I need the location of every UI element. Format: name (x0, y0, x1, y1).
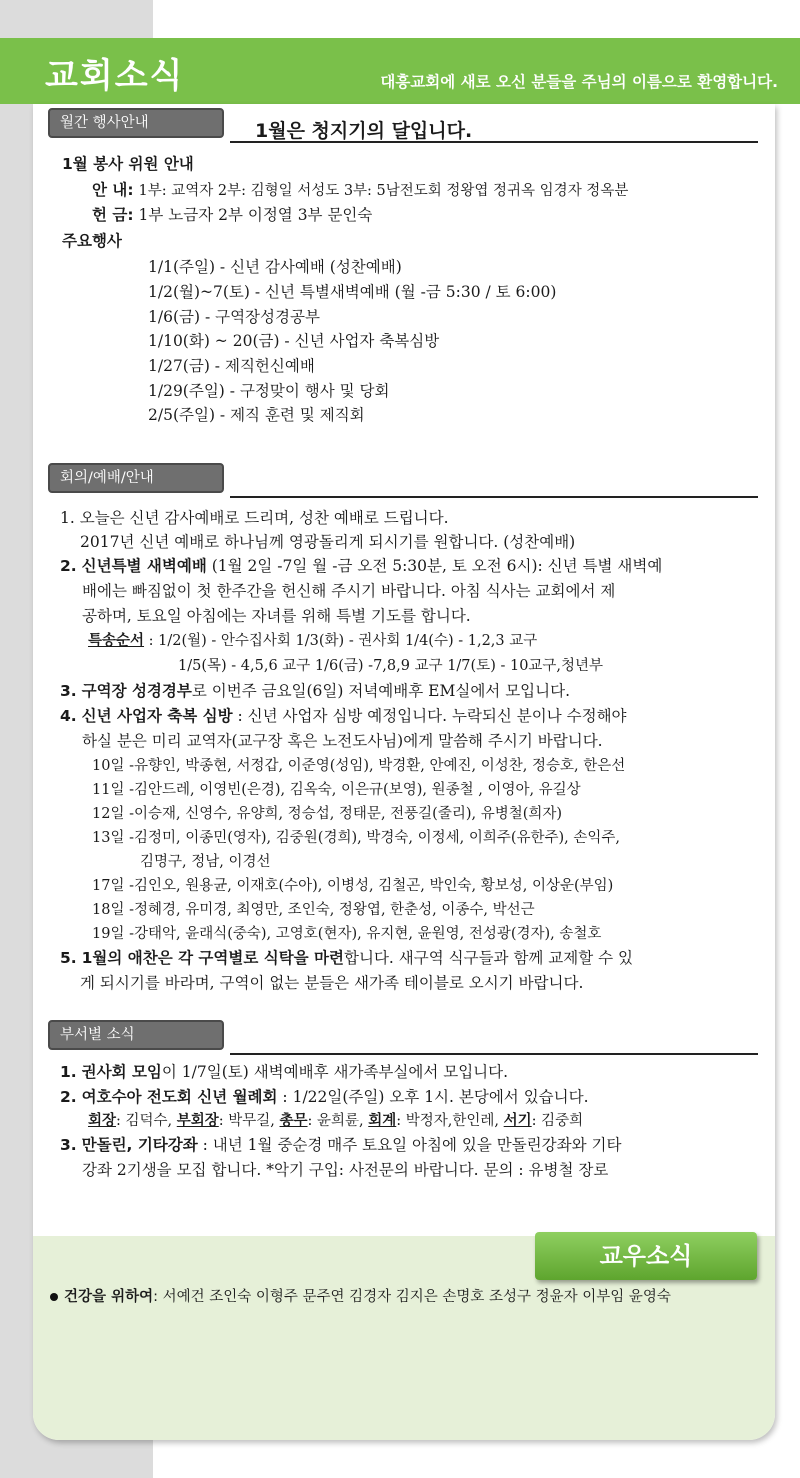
event-item: 2/5(주일) - 제직 훈련 및 제직회 (148, 406, 365, 424)
officer-title: 서기 (503, 1113, 532, 1129)
item-text: 로 이번주 금요일(6일) 저녁예배후 EM실에서 모입니다. (191, 682, 571, 700)
section-rule (230, 496, 758, 498)
event-item: 1/6(금) - 구역장성경공부 (148, 308, 320, 326)
event-item: 1/10(화) ~ 20(금) - 신년 사업자 축복심방 (148, 332, 440, 350)
officer-title: 회장 (88, 1113, 117, 1129)
offering-body: 1부 노금자 2부 이정열 3부 문인숙 (138, 206, 373, 224)
item-bold-text: 여호수아 전도회 신년 월례회 (81, 1088, 278, 1106)
notice-item-1: 1. 오늘은 신년 감사예배로 드리며, 성찬 예배로 드립니다. (60, 509, 449, 527)
item-bold-text: 신년특별 새벽예배 (81, 557, 207, 575)
visit-schedule-row: 13일 -김정미, 이종민(영자), 김중원(경희), 박경숙, 이정세, 이희주(유한주), 손익주, (92, 830, 621, 846)
dept-item-1 (60, 1062, 508, 1082)
item-bold-text: 권사회 모임 (81, 1063, 162, 1081)
item-bold-text: 만돌린, 기타강좌 (81, 1136, 198, 1154)
item-text: : 신년 사업자 심방 예정입니다. 누락되신 분이나 수정해야 (232, 707, 627, 725)
offering-line (92, 205, 372, 225)
item-number: 3. (60, 682, 77, 700)
item-bold-text: 신년 사업자 축복 심방 (81, 707, 233, 725)
welcome-tagline: 대흥교회에 새로 오신 분들을 주님의 이름으로 환영합니다. (380, 73, 778, 91)
monthly-theme-title: 1월은 청지기의 달입니다. (255, 120, 473, 142)
section-label-monthly-events: 월간 행사안내 (48, 108, 224, 138)
notice-item-5-cont: 게 되시기를 바라며, 구역이 없는 분들은 새가족 테이블로 오시기 바랍니다. (80, 974, 584, 992)
section-label-worship-info: 회의/예배/안내 (48, 463, 224, 493)
volunteer-heading: 1월 봉사 위원 안내 (62, 155, 194, 173)
visit-schedule-row: 11일 -김안드레, 이영빈(은경), 김옥숙, 이은규(보영), 원종철 , 이영아, 유길상 (92, 782, 581, 798)
item-number: 4. (60, 707, 77, 725)
item-number: 3. (60, 1136, 77, 1154)
officer-name: : 박정자,한인레, (396, 1113, 504, 1129)
item-number: 1. (60, 1063, 77, 1081)
officer-name: : 김덕수, (116, 1113, 177, 1129)
notice-item-4 (60, 706, 627, 726)
visit-schedule-row: 18일 -정혜경, 유미경, 최영만, 조인숙, 정왕엽, 한춘성, 이종수, 박선근 (92, 902, 535, 918)
item-text: (1월 2일 -7일 월 -금 오전 5:30분, 토 오전 6시): 신년 특별 새벽예 (206, 557, 663, 575)
notice-item-5 (60, 948, 633, 968)
item-number: 2. (60, 557, 77, 575)
officer-name: : 윤희륜, (307, 1113, 369, 1129)
notice-item-4-cont: 하실 분은 미리 교역자(교구장 혹은 노전도사님)에게 말씀해 주시기 바랍니다. (82, 732, 603, 750)
event-item: 1/1(주일) - 신년 감사예배 (성찬예배) (148, 258, 402, 276)
special-song-label: 특송순서 (88, 633, 145, 649)
officer-title: 회계 (368, 1113, 397, 1129)
bullet-icon (50, 1293, 58, 1301)
health-label: 건강을 위하여 (64, 1289, 154, 1305)
event-item: 1/2(월)~7(토) - 신년 특별새벽예배 (월 -금 5:30 / 토 6:00) (148, 283, 557, 301)
dept-item-2 (60, 1087, 589, 1107)
item-text: : 1/22일(주일) 오후 1시. 본당에서 있습니다. (277, 1088, 589, 1106)
special-song-line: : 1/2(월) - 안수집사회 1/3(화) - 권사회 1/4(수) - 1,2,3 교구 (144, 633, 538, 649)
item-text: : 내년 1월 중순경 매주 토요일 아침에 있을 만돌린강좌와 기타 (197, 1136, 622, 1154)
section-rule (230, 1053, 758, 1055)
guide-label: 안 내: (92, 181, 134, 199)
item-number: 5. (60, 949, 77, 967)
dept-item-3-cont: 강좌 2기생을 모집 합니다. *악기 구입: 사전문의 바랍니다. 문의 : 유병철 장로 (82, 1161, 609, 1179)
notice-item-2 (60, 556, 662, 576)
event-item: 1/27(금) - 제직헌신예배 (148, 357, 315, 375)
dept-item-3 (60, 1135, 621, 1155)
item-text: 이 1/7일(토) 새벽예배후 새가족부실에서 모입니다. (161, 1063, 509, 1081)
health-names: : 서예건 조인숙 이형주 문주연 김경자 김지은 손명호 조성구 정윤자 이부임 윤영숙 (153, 1289, 671, 1305)
health-prayer-line (50, 1287, 671, 1307)
item-bold-text: 1월의 애찬은 각 구역별로 식탁을 마련 (81, 949, 344, 967)
page-title: 교회소식 (45, 56, 185, 96)
visit-schedule-row: 10일 -유향인, 박종현, 서정갑, 이준영(성임), 박경환, 안예진, 이성찬, 정승호, 한은선 (92, 758, 626, 774)
notice-item-3 (60, 681, 570, 701)
item-number: 2. (60, 1088, 77, 1106)
special-song-line-2: 1/5(목) - 4,5,6 교구 1/6(금) -7,8,9 교구 1/7(토) - 10교구,청년부 (178, 658, 604, 674)
item-text: 합니다. 새구역 식구들과 함께 교제할 수 있 (344, 949, 634, 967)
guide-body: 1부: 교역자 2부: 김형일 서성도 3부: 5남전도회 정왕엽 정귀옥 임경자 정옥분 (138, 183, 629, 199)
visit-schedule-row: 12일 -이승재, 신영수, 유양희, 정승섭, 정태문, 전풍길(줄리), 유병철(희자) (92, 806, 563, 822)
item-bold-text: 구역장 성경경부 (81, 682, 192, 700)
offering-label: 헌 금: (92, 206, 134, 224)
visit-schedule-row: 19일 -강태악, 윤래식(중숙), 고영호(현자), 유지현, 윤원영, 전성광(경자), 송철호 (92, 926, 602, 942)
visit-schedule-row: 17일 -김인오, 원용균, 이재호(수아), 이병성, 김철곤, 박인숙, 황보성, 이상운(부임) (92, 878, 614, 894)
officer-name: : 박무길, (218, 1113, 280, 1129)
section-label-department-news: 부서별 소식 (48, 1020, 224, 1050)
notice-item-2-cont: 공하며, 토요일 아침에는 자녀를 위해 특별 기도를 합니다. (82, 607, 471, 625)
notice-item-1-cont: 2017년 신년 예배로 하나님께 영광돌리게 되시기를 원합니다. (성찬예배) (80, 533, 576, 551)
officer-title: 부회장 (176, 1113, 219, 1129)
member-news-button[interactable]: 교우소식 (535, 1232, 757, 1280)
officer-title: 총무 (279, 1113, 308, 1129)
visit-schedule-row: 김명구, 정남, 이경선 (140, 854, 271, 870)
events-heading: 주요행사 (62, 232, 122, 250)
notice-item-2-cont: 배에는 빠짐없이 첫 한주간을 헌신해 주시기 바랍니다. 아침 식사는 교회에서 제 (82, 582, 616, 600)
event-item: 1/29(주일) - 구정맞이 행사 및 당회 (148, 382, 390, 400)
officer-list (88, 1111, 583, 1131)
guide-line (92, 180, 628, 201)
officer-name: : 김중희 (531, 1113, 584, 1129)
special-song-order (88, 631, 537, 651)
